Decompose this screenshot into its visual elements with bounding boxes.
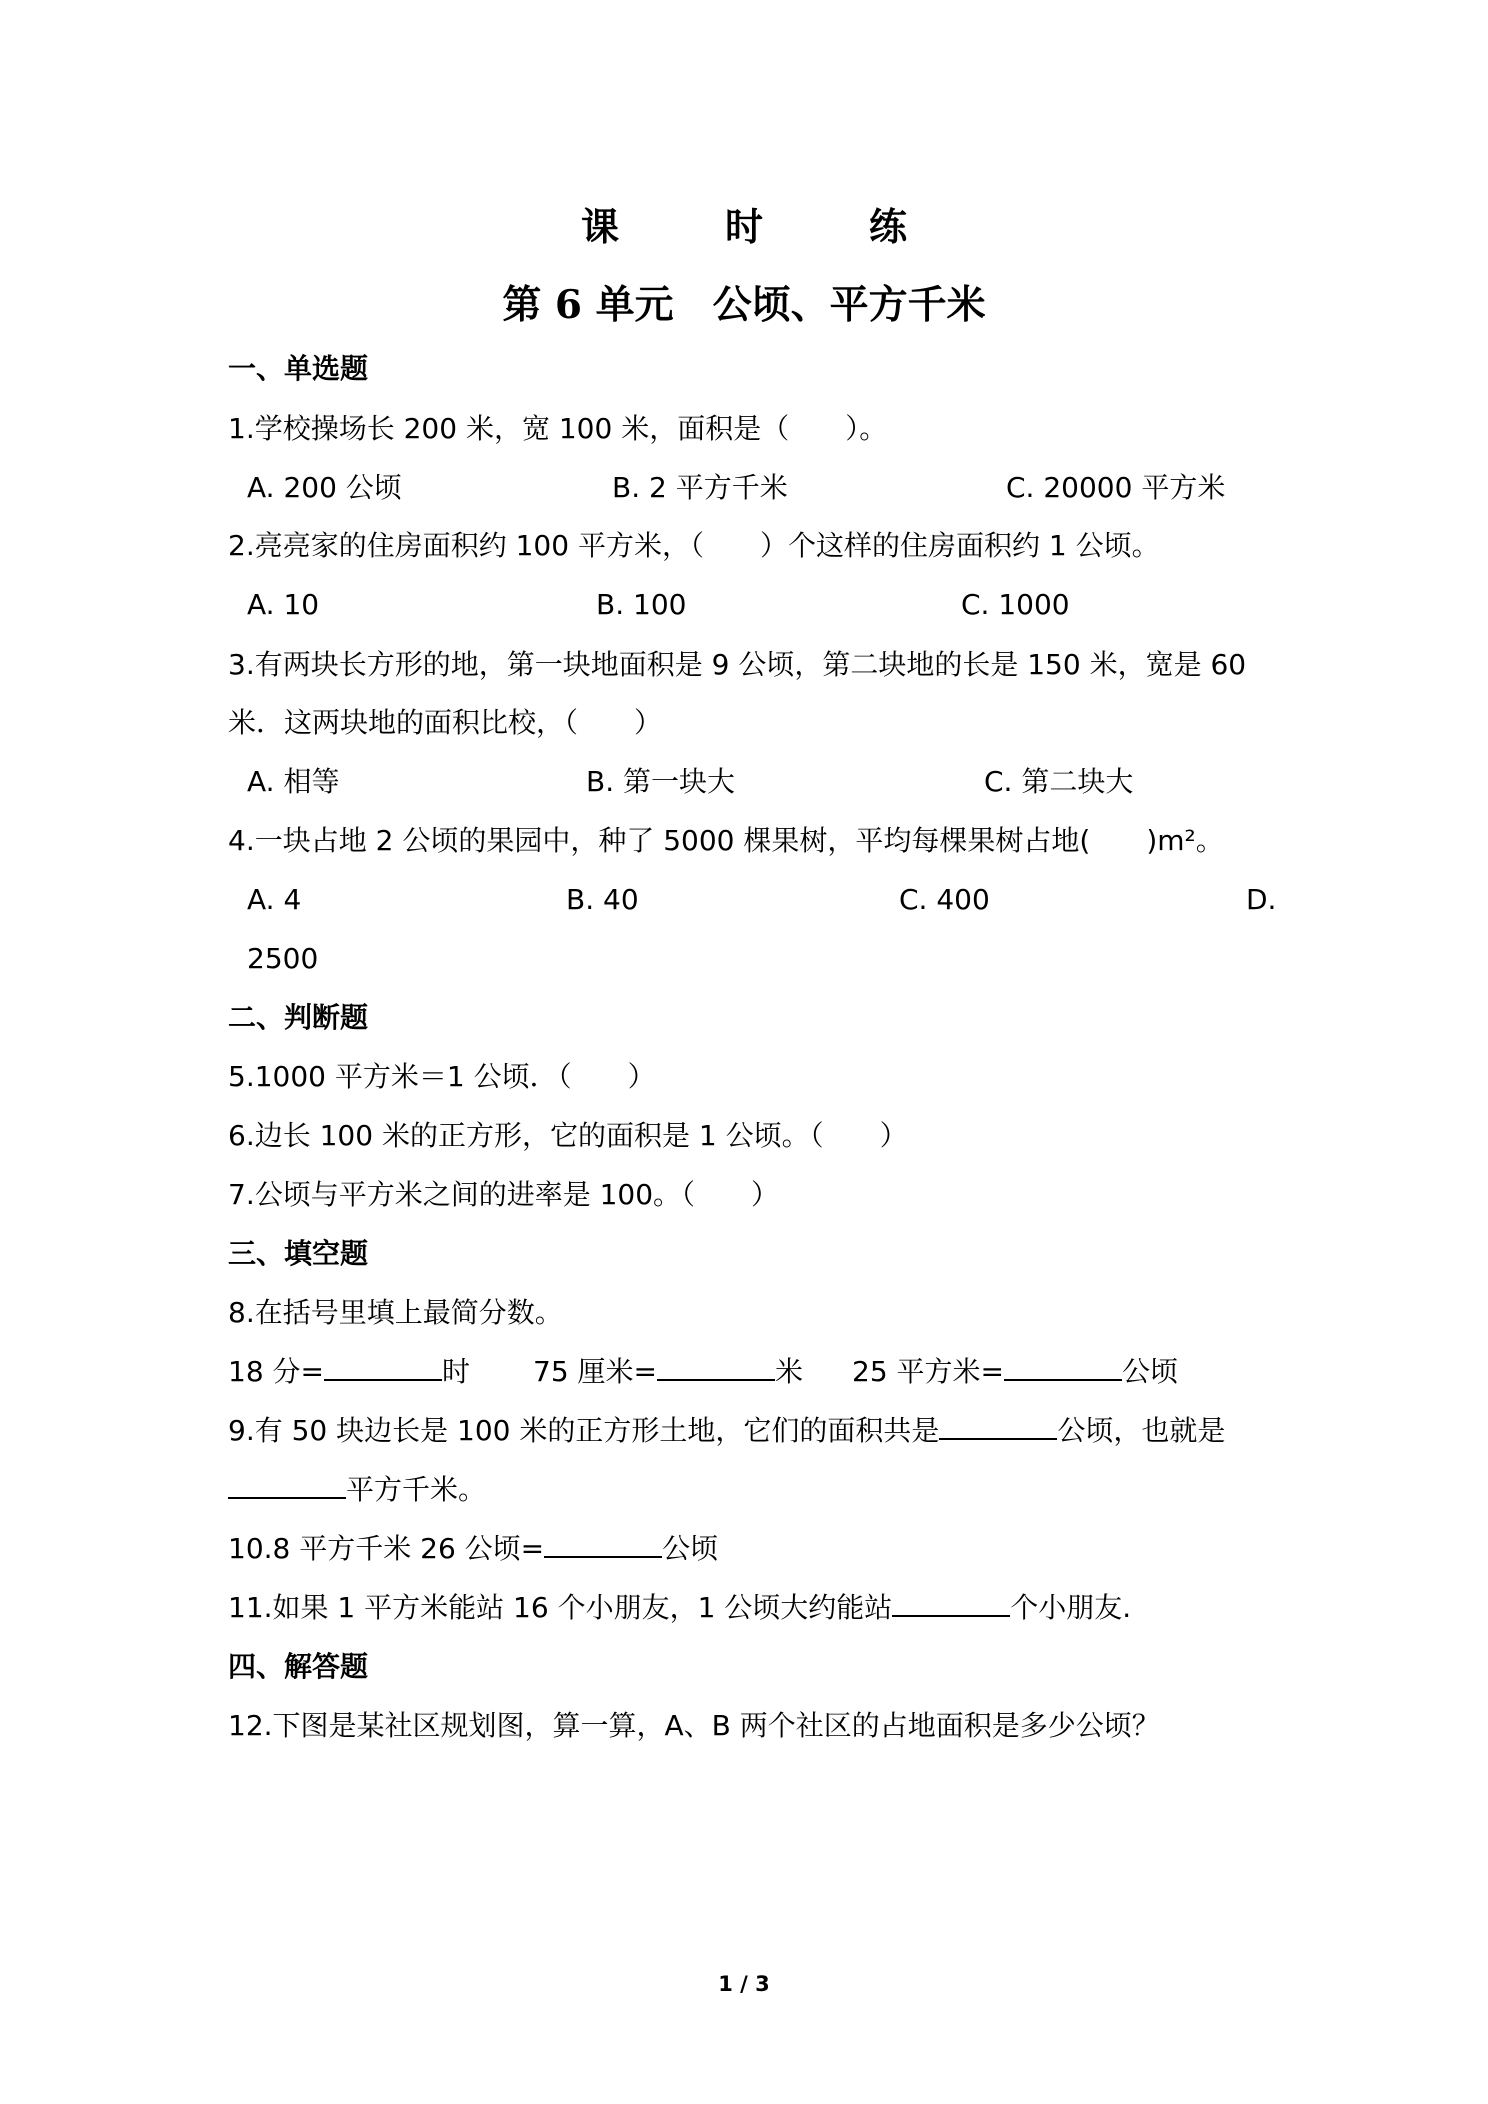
q8-part-3 xyxy=(852,1353,1178,1391)
answer-blank[interactable] xyxy=(324,1353,442,1381)
question-10 xyxy=(228,1530,1288,1568)
question-3-line-2: 米．这两块地的面积比校，（ ） xyxy=(228,706,663,739)
q1-option-c: C. 20000 平方米 xyxy=(1006,471,1226,504)
section-heading-true-false: 二、判断题 xyxy=(228,1001,369,1034)
unit-subtitle: 第 6 单元 公顷、平方千米 xyxy=(502,282,986,328)
q8-part-3-suffix: 公顷 xyxy=(1122,1355,1179,1388)
section-heading-single-choice: 一、单选题 xyxy=(228,352,369,385)
q4-option-c: C. 400 xyxy=(899,883,990,916)
q3-option-a: A. 相等 xyxy=(247,765,340,798)
q11-prefix: 11.如果 1 平方米能站 16 个小朋友，1 公顷大约能站 xyxy=(228,1591,893,1624)
section-heading-fill-in: 三、填空题 xyxy=(228,1237,369,1270)
question-9-line-1 xyxy=(228,1412,1288,1450)
answer-blank[interactable] xyxy=(892,1589,1010,1617)
question-11 xyxy=(228,1589,1288,1627)
question-2: 2.亮亮家的住房面积约 100 平方米，（ ）个这样的住房面积约 1 公顷。 xyxy=(228,529,1160,562)
q3-option-c: C. 第二块大 xyxy=(984,765,1134,798)
page-number: 1 / 3 xyxy=(718,1972,770,1996)
q1-option-a: A. 200 公顷 xyxy=(247,471,402,504)
q8-part-2-suffix: 米 xyxy=(775,1355,804,1388)
q8-part-3-prefix: 25 平方米= xyxy=(852,1355,1004,1388)
q8-part-1-prefix: 18 分= xyxy=(228,1355,324,1388)
question-4: 4.一块占地 2 公顷的果园中，种了 5000 棵果树，平均每棵果树占地( )m²。 xyxy=(228,824,1224,857)
q11-suffix: 个小朋友. xyxy=(1010,1591,1132,1624)
page-title: 课 时 练 xyxy=(580,204,941,249)
q8-part-1 xyxy=(228,1353,470,1391)
q4-option-b: B. 40 xyxy=(566,883,639,916)
q9-suffix: 平方千米。 xyxy=(346,1473,487,1506)
question-7: 7.公顷与平方米之间的进率是 100。（ ） xyxy=(228,1178,780,1211)
question-1: 1.学校操场长 200 米，宽 100 米，面积是（ ）。 xyxy=(228,412,888,445)
answer-blank[interactable] xyxy=(657,1353,775,1381)
q9-middle: 公顷，也就是 xyxy=(1057,1414,1226,1447)
section-heading-solve: 四、解答题 xyxy=(228,1650,369,1683)
answer-blank[interactable] xyxy=(939,1412,1057,1440)
question-6: 6.边长 100 米的正方形，它的面积是 1 公顷。（ ） xyxy=(228,1119,908,1152)
q2-option-c: C. 1000 xyxy=(961,588,1070,621)
question-3-line-1: 3.有两块长方形的地，第一块地面积是 9 公顷，第二块地的长是 150 米，宽是 60 xyxy=(228,648,1247,681)
q8-part-2-prefix: 75 厘米= xyxy=(533,1355,657,1388)
q8-part-2 xyxy=(533,1353,803,1391)
q9-prefix: 9.有 50 块边长是 100 米的正方形土地，它们的面积共是 xyxy=(228,1414,940,1447)
question-12: 12.下图是某社区规划图，算一算，A、B 两个社区的占地面积是多少公顷？ xyxy=(228,1709,1160,1742)
answer-blank[interactable] xyxy=(228,1471,346,1499)
q4-option-d-value: 2500 xyxy=(247,942,319,975)
q1-option-b: B. 2 平方千米 xyxy=(612,471,788,504)
q10-suffix: 公顷 xyxy=(662,1532,719,1565)
answer-blank[interactable] xyxy=(1004,1353,1122,1381)
q10-prefix: 10.8 平方千米 26 公顷= xyxy=(228,1532,545,1565)
q4-option-d-label: D. xyxy=(1246,883,1277,916)
question-8: 8.在括号里填上最简分数。 xyxy=(228,1296,563,1329)
q4-option-a: A. 4 xyxy=(247,883,302,916)
question-9-line-2 xyxy=(228,1471,1288,1509)
q3-option-b: B. 第一块大 xyxy=(586,765,736,798)
question-5: 5.1000 平方米＝1 公顷．（ ） xyxy=(228,1060,656,1093)
q2-option-a: A. 10 xyxy=(247,588,320,621)
answer-blank[interactable] xyxy=(544,1530,662,1558)
q8-part-1-suffix: 时 xyxy=(442,1355,471,1388)
q2-option-b: B. 100 xyxy=(596,588,687,621)
